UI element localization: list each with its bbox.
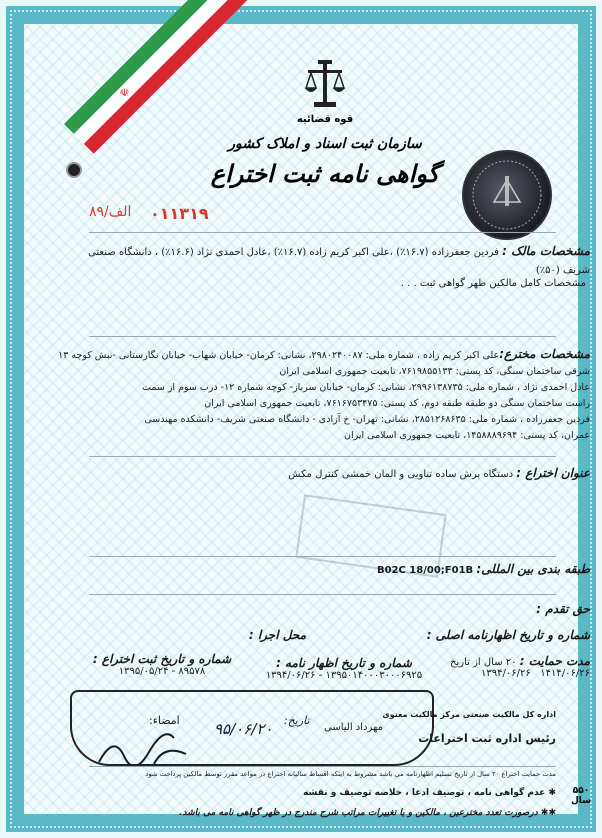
side-code-value: ۵۵۰	[572, 786, 590, 796]
validity-period	[440, 654, 590, 679]
side-code	[570, 786, 592, 806]
classification-label: طبقه بندی بین المللی:	[476, 562, 590, 576]
judiciary-text: قوه قضائیه	[296, 114, 354, 125]
inventor-line: علی اکبر کریم زاده ، شماره ملی: ۲۹۸۰۲۴۰۰۸۷، نشانی: کرمان- خیابان شهاب- خیابان نگارستانی -نبش کوچه ۱۳	[58, 350, 500, 361]
owners-label: مشخصات مالک :	[502, 244, 590, 258]
inventors-section	[55, 346, 590, 444]
registration-number	[72, 652, 252, 677]
inventor-line: عمران، کد پستی: ۱۴۵۸۸۸۹۶۹۴، تابعیت جمهوری اسلامی ایران	[344, 430, 590, 441]
divider	[89, 336, 556, 337]
declaration-number-label: شماره و تاریخ اظهار نامه :	[276, 656, 412, 670]
certificate-title: گواهی نامه ثبت اختراع	[210, 160, 440, 188]
date-value: ۹۵/۰۶/۲۰	[214, 720, 273, 738]
divider	[89, 766, 556, 767]
classification-row	[377, 562, 590, 576]
validity-years: ۲۰ سال از تاریخ	[450, 657, 517, 668]
bullet-icon: ✱✱	[537, 808, 556, 818]
footer-note-2-text: درصورت تعدد مخترعین ، مالکین و یا تغییرات مراتب شرح مندرج در ظهر گواهی نامه می باشد.	[178, 808, 538, 818]
classification-value: B02C 18/00;F01B	[376, 565, 474, 576]
divider	[89, 232, 556, 233]
justice-scale-emblem	[54, 58, 596, 118]
divider	[89, 594, 556, 595]
validity-to: ۱۴۱۴/۰۶/۲۶	[540, 668, 590, 679]
execution-label: محل اجرا :	[248, 628, 306, 642]
divider	[89, 456, 556, 457]
inventors-label: مشخصات مخترع:	[499, 347, 590, 361]
owners-value: فردین جعفرزاده (۱۶.۷٪) ،علی اکبر کریم زاده (۱۶.۷٪) ،عادل احمدی نژاد (۱۶.۶٪) ، دانشگاه صنعتی شریف (۵۰٪)	[88, 247, 590, 276]
organization-name: سازمان ثبت اسناد و املاک کشور	[228, 136, 422, 152]
owners-section	[70, 242, 590, 280]
validity-label: مدت حمایت :	[519, 654, 590, 668]
priority-label: حق تقدم :	[536, 602, 590, 616]
owners-note: مشخصات کامل مالکین ظهر گواهی ثبت . . .	[400, 278, 586, 289]
registration-value: ۱۳۹۵/۰۵/۲۴ - ۸۹۵۷۸	[118, 666, 206, 677]
validity-from: ۱۳۹۴/۰۶/۲۶	[481, 668, 531, 679]
inventor-line: فردین جعفرزاده ، شماره ملی: ۲۸۵۱۲۶۸۶۳۵، نشانی: تهران- خ آزادی - دانشگاه صنعتی شریف- دانشکده مهندسی	[144, 414, 590, 425]
certificate-body	[54, 54, 596, 832]
protection-note: مدت حمایت اختراع ۲۰ سال از تاریخ تسلیم اظهارنامه می باشد مشروط به اینکه اقساط سالیانه اختراع در مواعد مقرر توسط مالکین پرداخت شود	[145, 770, 556, 778]
divider	[89, 556, 556, 557]
inventor-line: عادل احمدی نژاد ، شماره ملی: ۲۹۹۶۱۳۸۷۳۵، نشانی: کرمان- خیابان سرباز- کوچه شماره ۱۲- درب سوم از سمت	[142, 382, 590, 393]
official-stamp-text: اداره کل مالکیت صنعتی مرکز مالکیت معنوی	[382, 710, 556, 719]
serial-series: الف/۸۹	[89, 204, 132, 220]
invention-title-value: دستگاه برش ساده تناوبی و المان خمشی کنترل مکش	[288, 469, 514, 480]
iran-flag-icon: ☫	[64, 0, 256, 154]
declaration-number	[254, 656, 434, 681]
declaration-label: شماره و تاریخ اظهارنامه اصلی :	[426, 628, 590, 642]
decorative-border	[6, 6, 596, 832]
signer-title: رئیس اداره ثبت اختراعات	[418, 732, 556, 745]
signature-label: امضاء:	[149, 714, 180, 727]
invention-title-label: عنوان اختراع :	[516, 466, 590, 480]
bullet-icon: ✱	[545, 788, 556, 798]
side-code-label: سال	[570, 796, 592, 806]
footer-note-2	[179, 808, 556, 818]
invention-title-row	[288, 466, 590, 480]
date-label: تاریخ:	[284, 714, 310, 727]
declaration-number-value: ۱۳۹۴/۰۶/۲۶ - ۱۳۹۵۰۱۴۰۰۰۳۰۰۰۶۹۲۵	[265, 670, 423, 681]
registration-label: شماره و تاریخ ثبت اختراع :	[92, 652, 232, 666]
hologram-seal-icon	[462, 150, 552, 240]
serial-number: ۰۱۱۳۱۹	[150, 204, 209, 223]
inventor-line: شرقی ساختمان سنگی، کد پستی: ۷۶۱۹۸۵۵۱۳۳، تابعیت جمهوری اسلامی ایران	[279, 366, 590, 377]
footer-note-1-text: عدم گواهی نامه ، توصیف ادعا ، خلاصه توصیف و نقشه	[303, 788, 546, 798]
signer-name: مهرداد الیاسی	[324, 722, 383, 733]
inventor-line: راست ساختمان سنگی دو طبقه طبقه دوم، کد پستی: ۷۶۱۶۷۵۳۴۷۵، تابعیت جمهوری اسلامی ایران	[204, 398, 590, 409]
footer-note-1	[303, 788, 556, 798]
scale-icon	[302, 58, 348, 114]
